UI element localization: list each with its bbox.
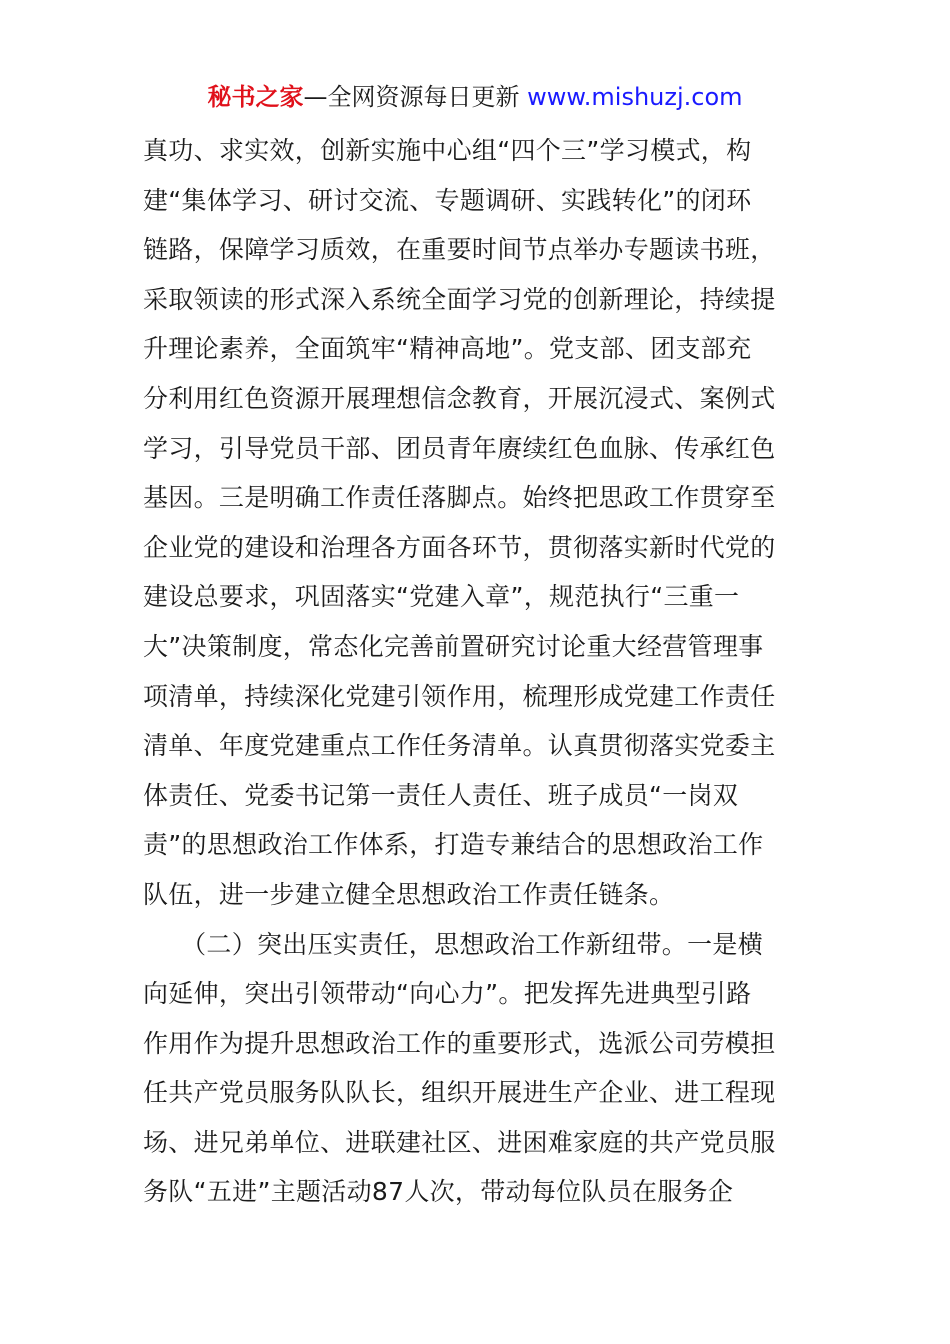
text-line: 真功、求实效，创新实施中心组“四个三”学习模式，构 [143,136,752,165]
text-line: 务队“五进”主题活动87人次，带动每位队员在服务企 [143,1177,734,1207]
text-line: 项清单，持续深化党建引领作用，梳理形成党建工作责任 [143,681,776,711]
text-line: 大”决策制度，常态化完善前置研究讨论重大经营管理事 [143,631,764,661]
text-line: 作用作为提升思想政治工作的重要形式，选派公司劳模担 [143,1028,776,1058]
text-line: 清单、年度党建重点工作任务清单。认真贯彻落实党委主 [143,731,776,761]
text-line: 基因。三是明确工作责任落脚点。始终把思政工作贯穿至 [143,483,776,513]
text-line: 向延伸，突出引领带动“向心力”。把发挥先进典型引路 [143,979,752,1009]
section-heading-line: （二）突出压实责任，思想政治工作新纽带。一是横 [143,929,764,959]
text-line: 场、进兄弟单位、进联建社区、进困难家庭的共产党员服 [143,1127,776,1157]
site-brand: 秘书之家 [207,83,304,111]
text-line: 任共产党员服务队队长，组织开展进生产企业、进工程现 [143,1078,776,1108]
text-line: 升理论素养，全面筑牢“精神高地”。党支部、团支部充 [143,334,752,364]
text-line: 建设总要求，巩固落实“党建入章”，规范执行“三重一 [143,582,740,612]
text-line: 体责任、党委书记第一责任人责任、班子成员“一岗双 [143,780,739,810]
text-line: 链路，保障学习质效，在重要时间节点举办专题读书班， [143,235,776,265]
text-line: 企业党的建设和治理各方面各环节，贯彻落实新时代党的 [143,532,776,562]
site-url-link[interactable]: www.mishuzj.com [527,83,743,111]
text-line: 责”的思想政治工作体系，打造专兼结合的思想政治工作 [143,830,764,860]
text-line: 采取领读的形式深入系统全面学习党的创新理论，持续提 [143,284,776,314]
text-line: 分利用红色资源开展理想信念教育，开展沉浸式、案例式 [143,383,776,413]
document-body [143,126,813,1217]
text-line: 学习，引导党员干部、团员青年赓续红色血脉、传承红色 [143,433,776,463]
text-line: 队伍，进一步建立健全思想政治工作责任链条。 [143,879,675,909]
site-tagline: —全网资源每日更新 [303,83,520,111]
text-line: 建“集体学习、研讨交流、专题调研、实践转化”的闭环 [143,185,752,215]
site-header [0,80,950,114]
